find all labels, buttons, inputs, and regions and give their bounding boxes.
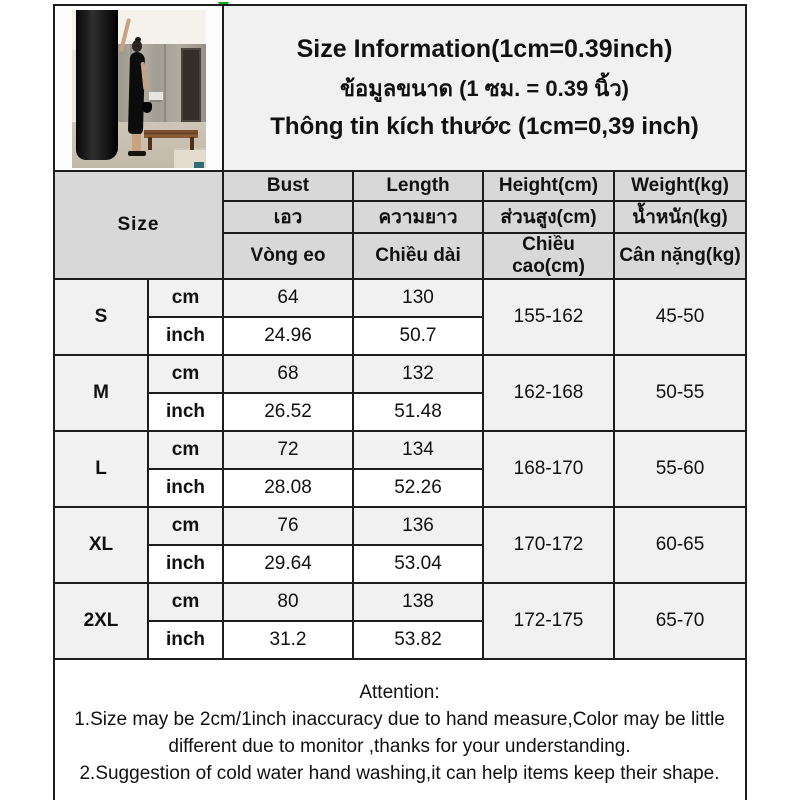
photo-black-column (76, 10, 118, 160)
photo-wall-fixture (149, 92, 163, 100)
unit-label-inch: inch (148, 621, 223, 659)
column-header-weight-vi: Cân nặng(kg) (614, 233, 746, 279)
size-label-xl: XL (54, 507, 148, 583)
2xl-bust-cm: 80 (223, 583, 353, 621)
attention-cell (54, 659, 746, 800)
xl-weight-range: 60-65 (614, 507, 746, 583)
photo-teal-object (194, 162, 204, 168)
2xl-weight-range: 65-70 (614, 583, 746, 659)
2xl-length-inch: 53.82 (353, 621, 483, 659)
column-header-weight-th: น้ำหนัก(kg) (614, 201, 746, 233)
column-header-height-vi: Chiều cao(cm) (483, 233, 614, 279)
xl-length-inch: 53.04 (353, 545, 483, 583)
table-row-xl-cm (54, 507, 746, 545)
attention-note-1: 1.Size may be 2cm/1inch inaccuracy due to hand measure,Color may be little different due to monitor ,thanks for your understanding. (74, 709, 725, 757)
xl-height-range: 170-172 (483, 507, 614, 583)
title-cell (223, 5, 746, 171)
size-label-2xl: 2XL (54, 583, 148, 659)
xl-bust-inch: 29.64 (223, 545, 353, 583)
column-header-height-th: ส่วนสูง(cm) (483, 201, 614, 233)
unit-label-cm: cm (148, 431, 223, 469)
unit-label-cm: cm (148, 355, 223, 393)
l-height-range: 168-170 (483, 431, 614, 507)
column-header-bust-en: Bust (223, 171, 353, 201)
xl-length-cm: 136 (353, 507, 483, 545)
s-weight-range: 45-50 (614, 279, 746, 355)
s-bust-inch: 24.96 (223, 317, 353, 355)
column-header-bust-vi: Vòng eo (223, 233, 353, 279)
product-photo (72, 10, 206, 168)
unit-label-inch: inch (148, 393, 223, 431)
s-bust-cm: 64 (223, 279, 353, 317)
size-label-m: M (54, 355, 148, 431)
column-header-weight-en: Weight(kg) (614, 171, 746, 201)
header-banner-row (54, 5, 746, 171)
column-header-length-en: Length (353, 171, 483, 201)
m-length-inch: 51.48 (353, 393, 483, 431)
attention-heading: Attention: (359, 682, 440, 704)
model-sandals (128, 151, 146, 156)
l-length-inch: 52.26 (353, 469, 483, 507)
size-label-l: L (54, 431, 148, 507)
size-label-s: S (54, 279, 148, 355)
s-length-cm: 130 (353, 279, 483, 317)
table-row-2xl-cm (54, 583, 746, 621)
column-header-length-vi: Chiều dài (353, 233, 483, 279)
table-row-m-cm (54, 355, 746, 393)
s-height-range: 155-162 (483, 279, 614, 355)
2xl-height-range: 172-175 (483, 583, 614, 659)
l-bust-inch: 28.08 (223, 469, 353, 507)
table-row-s-cm (54, 279, 746, 317)
page-title-thai: ข้อมูลขนาด (1 ซม. = 0.39 นิ้ว) (340, 76, 630, 101)
model-legs (132, 134, 141, 152)
column-header-row-english (54, 171, 746, 201)
size-header-label: Size (54, 171, 223, 279)
size-information-table (53, 4, 747, 800)
m-weight-range: 50-55 (614, 355, 746, 431)
m-bust-cm: 68 (223, 355, 353, 393)
column-header-height-en: Height(cm) (483, 171, 614, 201)
column-header-length-th: ความยาว (353, 201, 483, 233)
xl-bust-cm: 76 (223, 507, 353, 545)
attention-note-2: 2.Suggestion of cold water hand washing,it can help items keep their shape. (79, 762, 720, 784)
unit-label-inch: inch (148, 317, 223, 355)
photo-doorway (181, 48, 201, 122)
l-bust-cm: 72 (223, 431, 353, 469)
m-height-range: 162-168 (483, 355, 614, 431)
2xl-length-cm: 138 (353, 583, 483, 621)
unit-label-inch: inch (148, 469, 223, 507)
unit-label-cm: cm (148, 507, 223, 545)
model-handbag (142, 102, 152, 113)
s-length-inch: 50.7 (353, 317, 483, 355)
unit-label-inch: inch (148, 545, 223, 583)
attention-row (54, 659, 746, 800)
m-bust-inch: 26.52 (223, 393, 353, 431)
m-length-cm: 132 (353, 355, 483, 393)
unit-label-cm: cm (148, 583, 223, 621)
l-length-cm: 134 (353, 431, 483, 469)
column-header-bust-th: เอว (223, 201, 353, 233)
2xl-bust-inch: 31.2 (223, 621, 353, 659)
page-title-vietnamese: Thông tin kích thước (1cm=0,39 inch) (270, 113, 699, 140)
unit-label-cm: cm (148, 279, 223, 317)
l-weight-range: 55-60 (614, 431, 746, 507)
product-photo-cell (54, 5, 223, 171)
page-title-english: Size Information(1cm=0.39inch) (296, 35, 673, 63)
table-row-l-cm (54, 431, 746, 469)
